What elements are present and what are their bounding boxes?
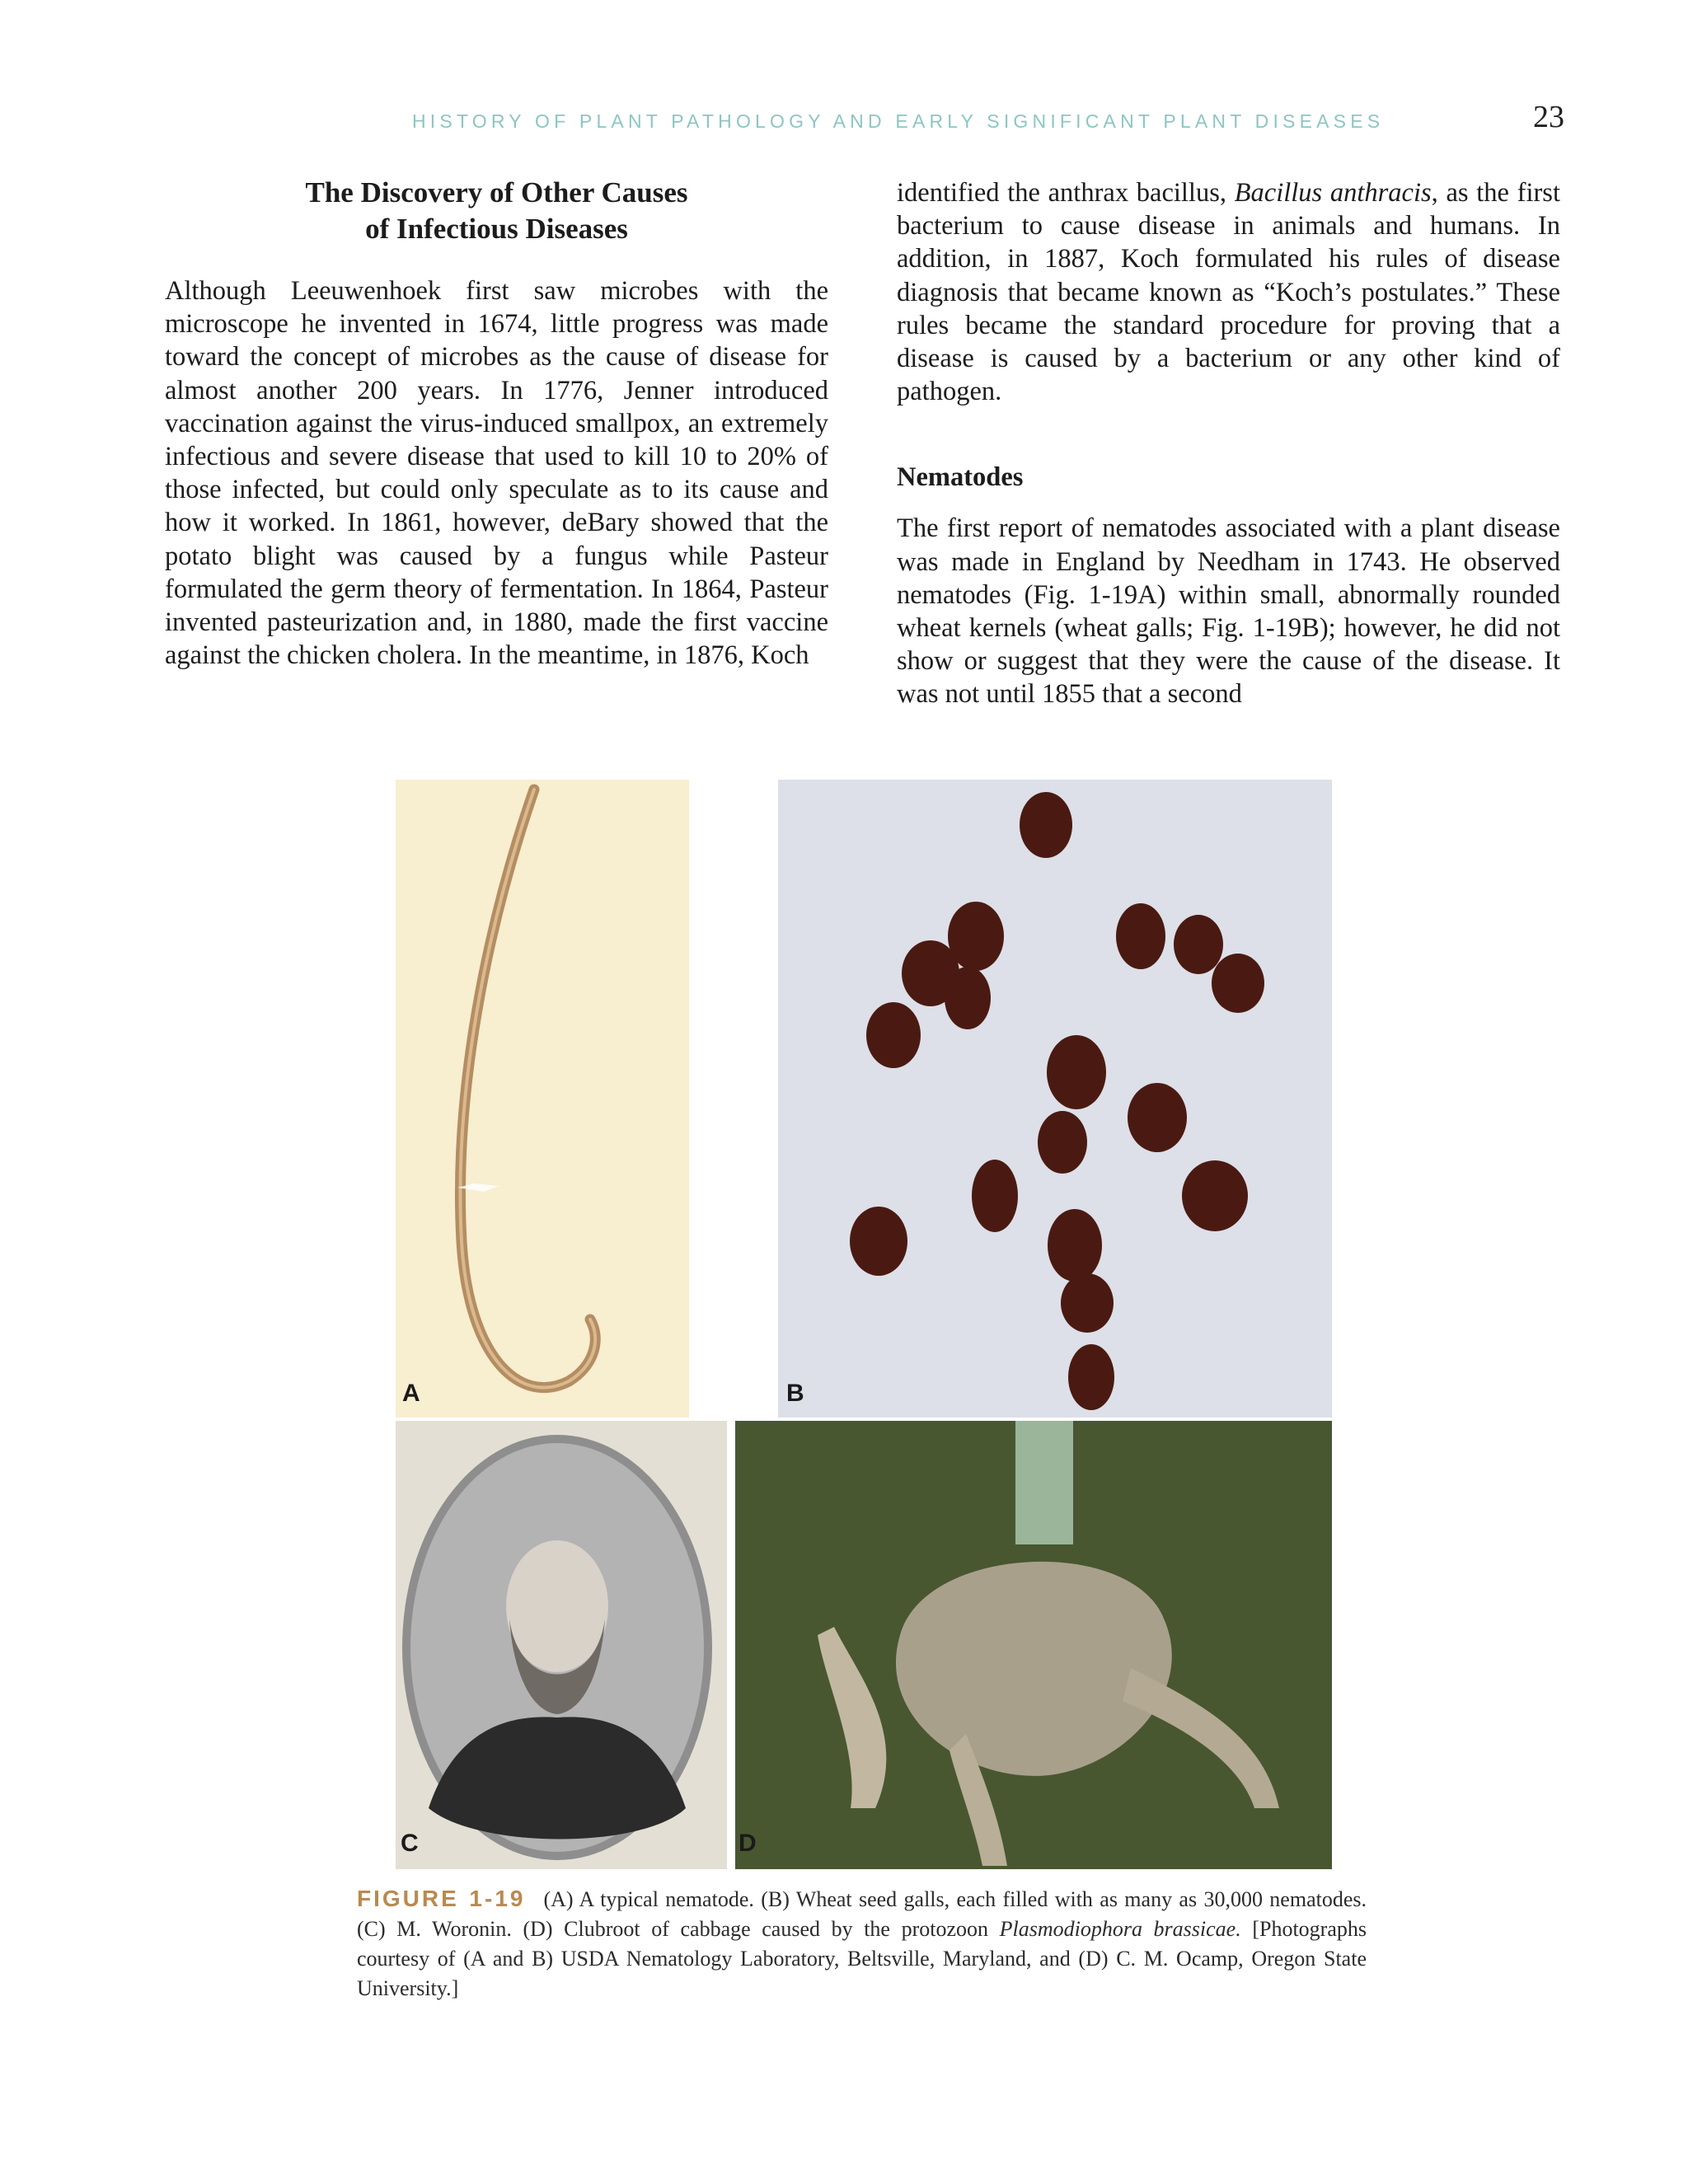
figure-1-19 [396,780,1332,1869]
body-paragraph: Although Leeuwenhoek first saw microbes with the microscope he invented in 1674, little progress was made toward the concept of microbes as the cause of disease for almost another 200 years. In 1776, Jenner introduced vaccination against the virus-induced smallpox, an extremely infectious and severe disease that used to kill 10 to 20% of those infected, but could only speculate as to its cause and how it worked. In 1861, however, deBary showed that the potato blight was caused by a fungus while Pasteur formulated the germ theory of fermentation. In 1864, Pasteur invented pasteurization and, in 1880, made the first vaccine against the chicken cholera. In the meantime, in 1876, Koch [165,276,828,671]
nematodes-subheading: Nematodes [897,462,1024,493]
body-paragraph-nematodes: The first report of nematodes associated with a plant disease was made in England by Needham in 1743. He observed nematodes (Fig. 1-19A) within small, abnormally rounded wheat kernels (wheat galls; Fig. 1-19B); however, he did not show or suggest that they were the cause of the disease. It was not until 1855 that a second [897,513,1560,710]
nematode-photo [396,780,689,1418]
figure-caption [357,1884,1367,2004]
page-number: 23 [1533,100,1564,134]
section-heading [165,175,828,247]
portrait-illustration [396,1421,727,1869]
text-run: identified the anthrax bacillus, [897,178,1235,208]
wheat-galls-illustration [778,780,1332,1418]
running-header: HISTORY OF PLANT PATHOLOGY AND EARLY SIGNIFICANT PLANT DISEASES [412,110,1385,132]
body-paragraph-koch [897,176,1560,408]
woronin-portrait [396,1421,727,1869]
section-heading-line-1: The Discovery of Other Causes [305,176,688,209]
italic-species-name: Bacillus anthracis [1234,178,1432,208]
figure-label: FIGURE 1-19 [357,1886,526,1911]
nematode-illustration [396,780,689,1418]
panel-label-b: B [786,1380,804,1407]
caption-credits: [Photographs courtesy of (A and B) USDA Nematology Laboratory, Beltsville, Maryland, and (D) C. M. Ocamp, Oregon State University.] [357,1917,1367,2000]
caption-text: (A) A typical nematode. (B) Wheat seed galls, each filled with as many as 30,000 nematodes. (C) M. Woronin. (D) Clubroot of cabbage caused by the protozoon [357,1887,1367,1941]
wheat-galls-photo [778,780,1332,1418]
left-column [165,175,828,672]
text-run: , as the first bacterium to cause disease in animals and humans. In addition, in 1887, Koch formulated his rules of disease diagnosis that became known as “Koch’s postulates.” These rules became the standard procedure for proving that a disease is caused by a bacterium or any other kind of pathogen. [897,178,1560,407]
panel-label-a: A [402,1380,420,1407]
caption-italic-species: Plasmodiophora brassicae. [999,1917,1241,1941]
panel-label-d: D [738,1830,757,1857]
right-column [897,176,1560,711]
panel-label-c: C [401,1830,419,1857]
clubroot-photo [735,1421,1332,1869]
section-heading-line-2: of Infectious Diseases [365,213,628,245]
clubroot-illustration [735,1421,1332,1869]
